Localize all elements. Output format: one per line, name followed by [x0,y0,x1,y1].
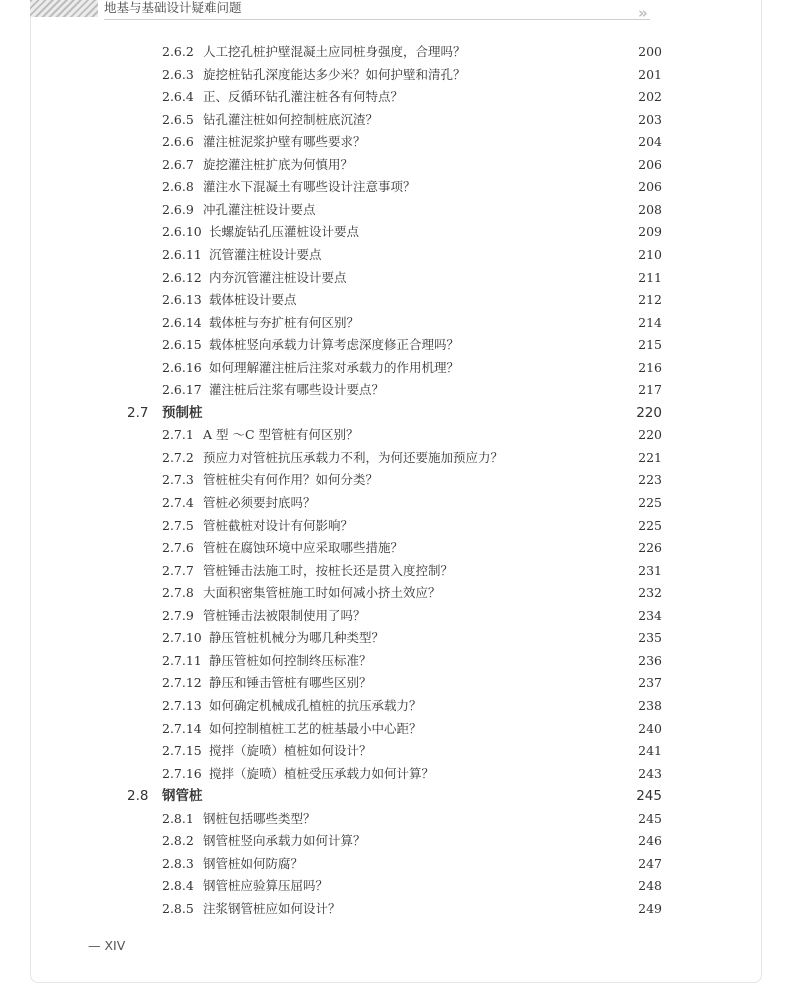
toc-title: 如何控制植桩工艺的桩基最小中心距？ [209,720,422,736]
toc-title: 如何确定机械成孔植桩的抗压承载力？ [209,697,422,713]
toc-number: 2.7.4 [162,495,194,510]
toc-page-number: 249 [638,900,662,916]
toc-page-number: 202 [638,89,662,105]
toc-page-number: 206 [638,179,662,195]
toc-number: 2.8.2 [162,833,194,849]
toc-number: 2.7.7 [162,562,194,578]
toc-page-number: 216 [638,359,662,375]
header-rule [104,19,650,20]
toc-item[interactable] [162,222,662,242]
toc-item[interactable] [162,651,662,671]
toc-title: 人工挖孔桩护壁混凝土应同桩身强度，合理吗？ [203,44,466,59]
toc-item[interactable] [162,741,662,761]
toc-number: 2.7.6 [162,540,194,556]
toc-page-number: 201 [638,66,662,82]
toc-item[interactable] [162,876,662,896]
toc-number: 2.8.5 [162,900,194,916]
toc-title: 钢管桩竖向承载力如何计算？ [203,833,366,849]
toc-item[interactable] [162,268,662,288]
toc-number: 2.6.13 [162,292,202,308]
toc-title: 如何理解灌注桩后注浆对承载力的作用机理？ [209,359,460,375]
toc-page-number: 236 [638,652,662,668]
toc-title: 载体桩设计要点 [209,292,297,308]
toc-item[interactable] [162,696,662,716]
toc-item[interactable] [162,538,662,558]
toc-page-number: 200 [638,44,662,59]
toc-page-number: 234 [638,607,662,623]
toc-item[interactable] [162,313,662,333]
toc-page-number: 212 [638,292,662,308]
toc-title: 管桩锤击法被限制使用了吗？ [203,607,366,623]
toc-item[interactable] [162,809,662,829]
toc-number: 2.7.8 [162,585,194,601]
book-title: 地基与基础设计疑难问题 [104,0,242,15]
toc-item[interactable] [162,719,662,739]
running-header [30,0,760,24]
toc-number: 2.7.9 [162,607,194,623]
toc-item[interactable] [162,65,662,85]
toc-page-number: 245 [638,810,662,826]
toc-item[interactable] [162,380,662,400]
toc-item[interactable] [162,764,662,784]
header-decoration [30,0,98,17]
toc-title: 静压管桩机械分为哪几种类型？ [209,630,385,646]
toc-item[interactable] [162,110,662,130]
toc-item[interactable] [162,493,662,513]
toc-item[interactable] [162,425,662,445]
toc-item[interactable] [162,516,662,536]
toc-page-number: 217 [638,382,662,398]
toc-title: 冲孔灌注桩设计要点 [203,201,316,217]
toc-title: 搅拌（旋喷）植桩如何设计？ [209,743,372,759]
toc-page-number: 221 [638,449,662,465]
toc-title: 旋挖灌注桩扩底为何慎用？ [203,156,354,172]
toc-item[interactable] [162,583,662,603]
toc-title: 搅拌（旋喷）植桩受压承载力如何计算？ [209,765,435,781]
toc-item[interactable] [162,358,662,378]
toc-page-number: 215 [638,337,662,353]
toc-title: 沉管灌注桩设计要点 [209,246,322,262]
toc-item[interactable] [162,561,662,581]
toc-page-number: 237 [638,675,662,691]
toc-item[interactable] [162,290,662,310]
toc-number: 2.6.6 [162,134,194,150]
toc-item[interactable] [162,177,662,197]
toc-item[interactable] [162,673,662,693]
toc-page-number: 208 [638,201,662,217]
toc-page-number: 243 [638,765,662,781]
toc-number: 2.6.14 [162,314,202,330]
toc-page-number: 226 [638,540,662,556]
toc-number: 2.7 [127,404,149,421]
toc-number: 2.7.14 [162,720,202,736]
toc-page-number: 246 [638,833,662,849]
toc-page-number: 211 [638,269,662,285]
toc-title: 旋挖桩钻孔深度能达多少米？如何护壁和清孔？ [203,66,466,82]
toc-number: 2.7.13 [162,697,202,713]
toc-title: 钢管桩如何防腐？ [203,855,304,871]
toc-number: 2.6.3 [162,66,194,82]
toc-title: 灌注桩泥浆护壁有哪些要求？ [203,134,366,150]
toc-number: 2.7.11 [162,652,202,668]
toc-number: 2.8.3 [162,855,194,871]
toc-number: 2.7.16 [162,765,202,781]
toc-title: 管桩在腐蚀环境中应采取哪些措施？ [203,540,404,556]
toc-number: 2.7.15 [162,743,202,759]
toc-title: 管桩锤击法施工时，按桩长还是贯入度控制？ [203,562,454,578]
toc-title: 钻孔灌注桩如何控制桩底沉渣？ [203,111,379,127]
toc-number: 2.6.11 [162,246,202,262]
toc-title: 钢管桩应验算压屈吗？ [203,878,329,894]
toc-number: 2.6.5 [162,111,194,127]
toc-section[interactable] [127,785,662,807]
toc-page-number: 204 [638,134,662,150]
toc-title: 载体桩与夯扩桩有何区别？ [209,314,360,330]
toc-number: 2.7.3 [162,472,194,488]
toc-item[interactable] [162,854,662,874]
toc-page-number: 241 [638,743,662,759]
toc-number: 2.7.12 [162,675,202,691]
toc-item[interactable] [162,200,662,220]
toc-page-number: 235 [638,630,662,646]
toc-page-number: 231 [638,562,662,578]
toc-title: 管桩桩尖有何作用？如何分类？ [203,472,379,488]
toc-number: 2.6.9 [162,201,194,217]
toc-item[interactable] [162,470,662,490]
toc-number: 2.6.8 [162,179,194,195]
toc-page-number: 247 [638,855,662,871]
toc-title: 预制桩 [162,404,203,421]
toc-page-number: 209 [638,224,662,240]
toc-page-number: 223 [638,472,662,488]
toc-title: 正、反循环钻孔灌注桩各有何特点？ [203,89,404,105]
toc-title: 静压管桩如何控制终压标准？ [209,652,372,668]
toc-item[interactable] [162,132,662,152]
toc-number: 2.6.10 [162,224,202,240]
toc-number: 2.7.10 [162,630,202,646]
toc-item[interactable] [162,606,662,626]
toc-item[interactable] [162,899,662,919]
toc-title: 注浆钢管桩应如何设计？ [203,900,341,916]
toc-title: 灌注桩后注浆有哪些设计要点？ [209,382,385,398]
toc-item[interactable] [162,335,662,355]
toc-page-number: 248 [638,878,662,894]
toc-item[interactable] [162,155,662,175]
toc-number: 2.8.4 [162,878,194,894]
toc-number: 2.6.15 [162,337,202,353]
toc-item[interactable] [162,628,662,648]
toc-title: 钢桩包括哪些类型？ [203,810,316,826]
toc-page-number: 232 [638,585,662,601]
toc-title: 长螺旋钻孔压灌桩设计要点 [209,224,360,240]
toc-title: 载体桩竖向承载力计算考虑深度修正合理吗？ [209,337,460,353]
toc-number: 2.7.2 [162,449,194,465]
toc-number: 2.7.1 [162,427,194,443]
toc-page-number: 240 [638,720,662,736]
toc-item[interactable] [162,448,662,468]
toc-number: 2.6.17 [162,382,202,398]
toc-number: 2.6.2 [162,44,194,59]
toc-title: 预应力对管桩抗压承载力不利，为何还要施加预应力？ [203,449,504,465]
toc-page-number: 225 [638,495,662,510]
toc-number: 2.7.5 [162,517,194,533]
toc-title: A 型 ～C 型管桩有何区别？ [203,427,359,443]
toc-page-number: 203 [638,111,662,127]
page-number: — XIV [88,938,126,953]
toc-page-number: 245 [636,788,662,805]
toc-number: 2.8.1 [162,810,194,826]
toc-number: 2.6.16 [162,359,202,375]
toc-page-number: 214 [638,314,662,330]
toc-item[interactable] [162,245,662,265]
toc-item[interactable] [162,831,662,851]
toc-title: 管桩必须要封底吗？ [203,495,316,510]
toc-number: 2.8 [127,788,149,805]
toc-item[interactable] [162,87,662,107]
toc-page-number: 238 [638,697,662,713]
toc-page-number: 220 [636,404,662,421]
toc-title: 内夯沉管灌注桩设计要点 [209,269,347,285]
toc-number: 2.6.7 [162,156,194,172]
toc-number: 2.6.12 [162,269,202,285]
toc-page-number: 220 [638,427,662,443]
toc-section[interactable] [127,402,662,424]
toc-title: 灌注水下混凝土有哪些设计注意事项？ [203,179,416,195]
chevron-right-icon: » [638,4,643,22]
toc-number: 2.6.4 [162,89,194,105]
toc-title: 管桩截桩对设计有何影响？ [203,517,354,533]
toc-page-number: 225 [638,517,662,533]
toc-title: 钢管桩 [162,788,203,805]
toc-title: 大面积密集管桩施工时如何减小挤土效应？ [203,585,441,601]
toc-page-number: 210 [638,246,662,262]
toc-item[interactable] [162,42,662,62]
toc-title: 静压和锤击管桩有哪些区别？ [209,675,372,691]
toc-page-number: 206 [638,156,662,172]
